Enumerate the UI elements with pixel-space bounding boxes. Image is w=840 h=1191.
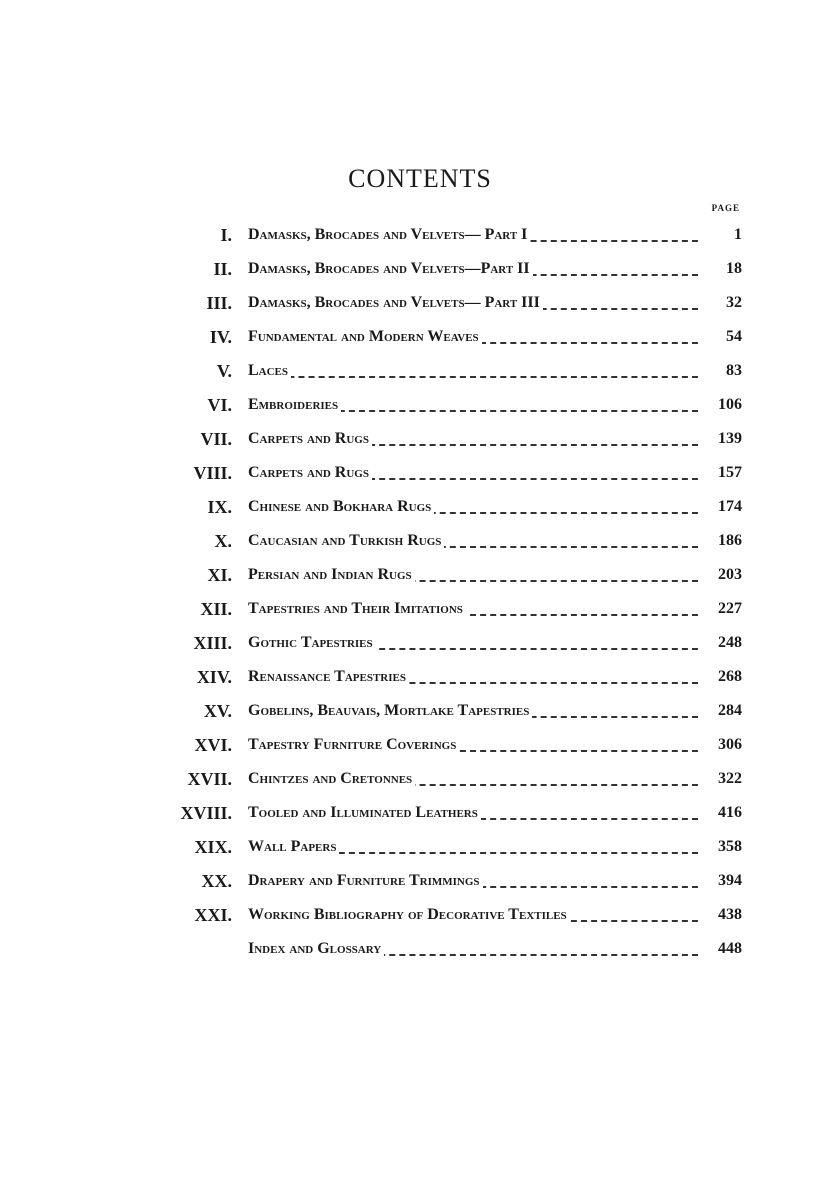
chapter-title: Tapestry Furniture Coverings bbox=[248, 736, 459, 753]
page-number: 394 bbox=[718, 872, 742, 889]
chapter-number: VI. bbox=[207, 395, 232, 415]
page-number: 448 bbox=[718, 940, 742, 957]
chapter-title: Working Bibliography of Decorative Textiles bbox=[248, 906, 570, 923]
chapter-title: Carpets and Rugs bbox=[248, 464, 372, 481]
toc-entry bbox=[0, 390, 840, 420]
chapter-number: XIX. bbox=[194, 837, 232, 857]
chapter-title: Gothic Tapestries bbox=[248, 634, 376, 651]
chapter-number: I. bbox=[220, 225, 232, 245]
chapter-title: Tooled and Illuminated Leathers bbox=[248, 804, 481, 821]
chapter-number: II. bbox=[213, 259, 232, 279]
chapter-title: Wall Papers bbox=[248, 838, 339, 855]
toc-entry bbox=[0, 866, 840, 896]
page-number: 32 bbox=[726, 294, 742, 311]
chapter-number: X. bbox=[214, 531, 232, 551]
page-number: 306 bbox=[718, 736, 742, 753]
chapter-number: XI. bbox=[207, 565, 232, 585]
toc-entry bbox=[0, 560, 840, 590]
chapter-number: XVI. bbox=[194, 735, 232, 755]
toc-entry bbox=[0, 662, 840, 692]
toc-entry bbox=[0, 492, 840, 522]
chapter-title: Damasks, Brocades and Velvets—Part II bbox=[248, 260, 533, 277]
toc-entry bbox=[0, 458, 840, 488]
page-number: 268 bbox=[718, 668, 742, 685]
chapter-number: XVIII. bbox=[180, 803, 232, 823]
page-number: 18 bbox=[726, 260, 742, 277]
page-number: 416 bbox=[718, 804, 742, 821]
toc-entry bbox=[0, 764, 840, 794]
chapter-number: XX. bbox=[201, 871, 232, 891]
toc-entry bbox=[0, 526, 840, 556]
chapter-number: VII. bbox=[200, 429, 232, 449]
chapter-number: XV. bbox=[203, 701, 232, 721]
page-number: 284 bbox=[718, 702, 742, 719]
toc-entry bbox=[0, 798, 840, 828]
chapter-title: Caucasian and Turkish Rugs bbox=[248, 532, 444, 549]
page-number: 106 bbox=[718, 396, 742, 413]
chapter-title: Fundamental and Modern Weaves bbox=[248, 328, 482, 345]
chapter-title: Chintzes and Cretonnes bbox=[248, 770, 415, 787]
page-number: 227 bbox=[718, 600, 742, 617]
dot-leader bbox=[248, 376, 698, 378]
page-number: 186 bbox=[718, 532, 742, 549]
chapter-title: Damasks, Brocades and Velvets— Part I bbox=[248, 226, 530, 243]
chapter-number: III. bbox=[206, 293, 232, 313]
chapter-title: Chinese and Bokhara Rugs bbox=[248, 498, 434, 515]
toc-entry bbox=[0, 424, 840, 454]
chapter-number: XII. bbox=[200, 599, 232, 619]
chapter-number: IX. bbox=[207, 497, 232, 517]
chapter-title: Gobelins, Beauvais, Mortlake Tapestries bbox=[248, 702, 532, 719]
chapter-number: XIII. bbox=[193, 633, 232, 653]
page-title: CONTENTS bbox=[348, 164, 492, 193]
toc-entry bbox=[0, 730, 840, 760]
toc-entry bbox=[0, 254, 840, 284]
toc-entry bbox=[0, 696, 840, 726]
toc-entry bbox=[0, 628, 840, 658]
chapter-number: IV. bbox=[209, 327, 232, 347]
chapter-number: XXI. bbox=[194, 905, 232, 925]
page-number: 322 bbox=[718, 770, 742, 787]
page-number: 157 bbox=[718, 464, 742, 481]
toc-entry bbox=[0, 594, 840, 624]
page-column-heading: PAGE bbox=[711, 203, 740, 213]
toc-entry bbox=[0, 322, 840, 352]
toc-entry bbox=[0, 900, 840, 930]
chapter-title: Drapery and Furniture Trimmings bbox=[248, 872, 483, 889]
page-number: 174 bbox=[718, 498, 742, 515]
chapter-number: XVII. bbox=[187, 769, 232, 789]
toc-entry bbox=[0, 832, 840, 862]
toc-entry bbox=[0, 288, 840, 318]
chapter-number: V. bbox=[216, 361, 232, 381]
page-number: 438 bbox=[718, 906, 742, 923]
toc-entry bbox=[0, 934, 840, 964]
page-number: 54 bbox=[726, 328, 742, 345]
chapter-title: Tapestries and Their Imitations bbox=[248, 600, 466, 617]
chapter-title: Carpets and Rugs bbox=[248, 430, 372, 447]
chapter-title: Persian and Indian Rugs bbox=[248, 566, 415, 583]
chapter-title: Index and Glossary bbox=[248, 940, 384, 957]
page-number: 358 bbox=[718, 838, 742, 855]
chapter-title: Damasks, Brocades and Velvets— Part III bbox=[248, 294, 543, 311]
chapter-number: XIV. bbox=[196, 667, 232, 687]
toc-entry bbox=[0, 220, 840, 250]
toc-entry bbox=[0, 356, 840, 386]
chapter-title: Laces bbox=[248, 362, 291, 379]
chapter-title: Renaissance Tapestries bbox=[248, 668, 409, 685]
page-number: 139 bbox=[718, 430, 742, 447]
page-number: 83 bbox=[726, 362, 742, 379]
page-number: 248 bbox=[718, 634, 742, 651]
page-number: 203 bbox=[718, 566, 742, 583]
page-number: 1 bbox=[734, 226, 742, 243]
chapter-number: VIII. bbox=[193, 463, 232, 483]
chapter-title: Embroideries bbox=[248, 396, 341, 413]
